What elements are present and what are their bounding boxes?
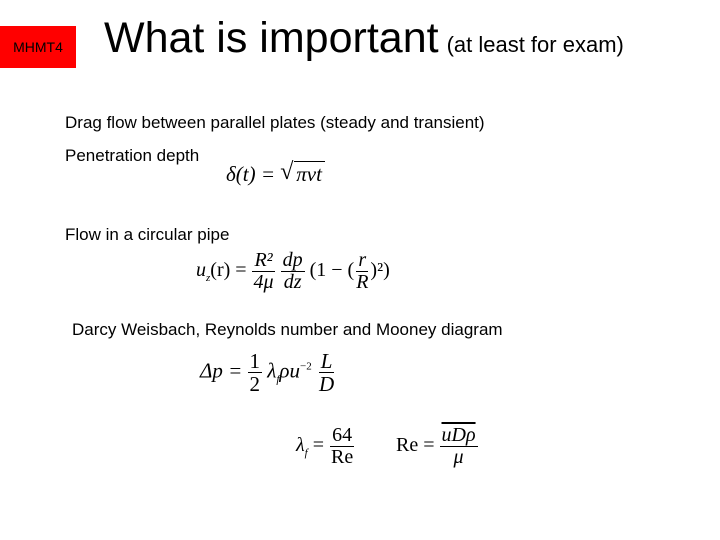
eq-pipe-f1-den: 4μ: [253, 271, 274, 293]
title-main: What is important: [104, 14, 439, 62]
eq-lambda-eq: =: [307, 434, 330, 457]
eq-pipe-f3-num: r: [358, 249, 367, 271]
eq-pipe-f2-den: dz: [283, 271, 302, 293]
eq-pen-lhs: δ(t) =: [226, 162, 276, 186]
eq-pipe-arg: (r) =: [210, 259, 247, 282]
eq-darcy-lambda: λ: [267, 358, 277, 383]
eq-lambda-lhs: λ: [296, 434, 305, 457]
eq-pipe-f3-den: R: [356, 271, 369, 293]
topic-drag-flow: Drag flow between parallel plates (steady and transient): [65, 113, 485, 132]
eq-lambda-frac: [329, 425, 355, 468]
eq-pipe-f1-num: R²: [254, 249, 273, 271]
eq-darcy-f1-den: 2: [249, 372, 260, 397]
eq-pipe-f2-num: dp: [282, 249, 303, 271]
eq-darcy-lambda-sub: f: [276, 373, 280, 386]
topic-circular-pipe: Flow in a circular pipe: [65, 225, 230, 244]
eq-pen-sqrt: √ πνt: [280, 162, 325, 187]
eq-re-lhs: Re =: [396, 434, 435, 457]
eq-darcy-f1-num: 1: [249, 349, 260, 373]
slide-title: [104, 14, 624, 63]
equation-reynolds: [396, 425, 478, 468]
eq-re-num: $\overline{uD\rho}$: [441, 424, 476, 446]
course-badge: MHMT4: [0, 26, 76, 68]
eq-pen-radicand: πνt: [294, 161, 325, 186]
eq-darcy-rho-u: ρu: [279, 358, 301, 383]
equation-pipe-flow: [196, 250, 390, 293]
eq-darcy-frac2: [317, 350, 336, 395]
eq-darcy-frac1: [248, 350, 263, 395]
eq-pipe-frac1: [252, 250, 276, 293]
topic-penetration-depth: Penetration depth: [65, 146, 200, 165]
eq-lambda-sub: f: [304, 447, 308, 460]
eq-pipe-frac3: [354, 250, 370, 293]
title-sub: (at least for exam): [446, 32, 624, 57]
eq-pipe-frac2: [281, 250, 305, 293]
eq-darcy-f2-den: D: [318, 372, 335, 397]
equation-penetration-depth: [226, 159, 325, 187]
eq-lambda-num: 64: [332, 424, 353, 446]
equation-darcy-weisbach: [200, 350, 336, 395]
eq-darcy-exp: −2: [300, 360, 312, 373]
eq-re-den: μ: [453, 446, 464, 468]
equation-friction-factor: [296, 425, 355, 468]
eq-re-frac: [440, 425, 478, 468]
eq-darcy-lhs: Δp =: [200, 358, 243, 383]
topic-darcy-weisbach: Darcy Weisbach, Reynolds number and Mooney diagram: [72, 320, 503, 339]
eq-pipe-u: u: [196, 259, 206, 282]
eq-pipe-mid: (1 − (: [309, 259, 355, 282]
eq-darcy-f2-num: L: [320, 349, 333, 373]
eq-pipe-tail: )²): [370, 259, 390, 282]
eq-pipe-sub: z: [206, 272, 211, 285]
eq-lambda-den: Re: [331, 446, 354, 468]
